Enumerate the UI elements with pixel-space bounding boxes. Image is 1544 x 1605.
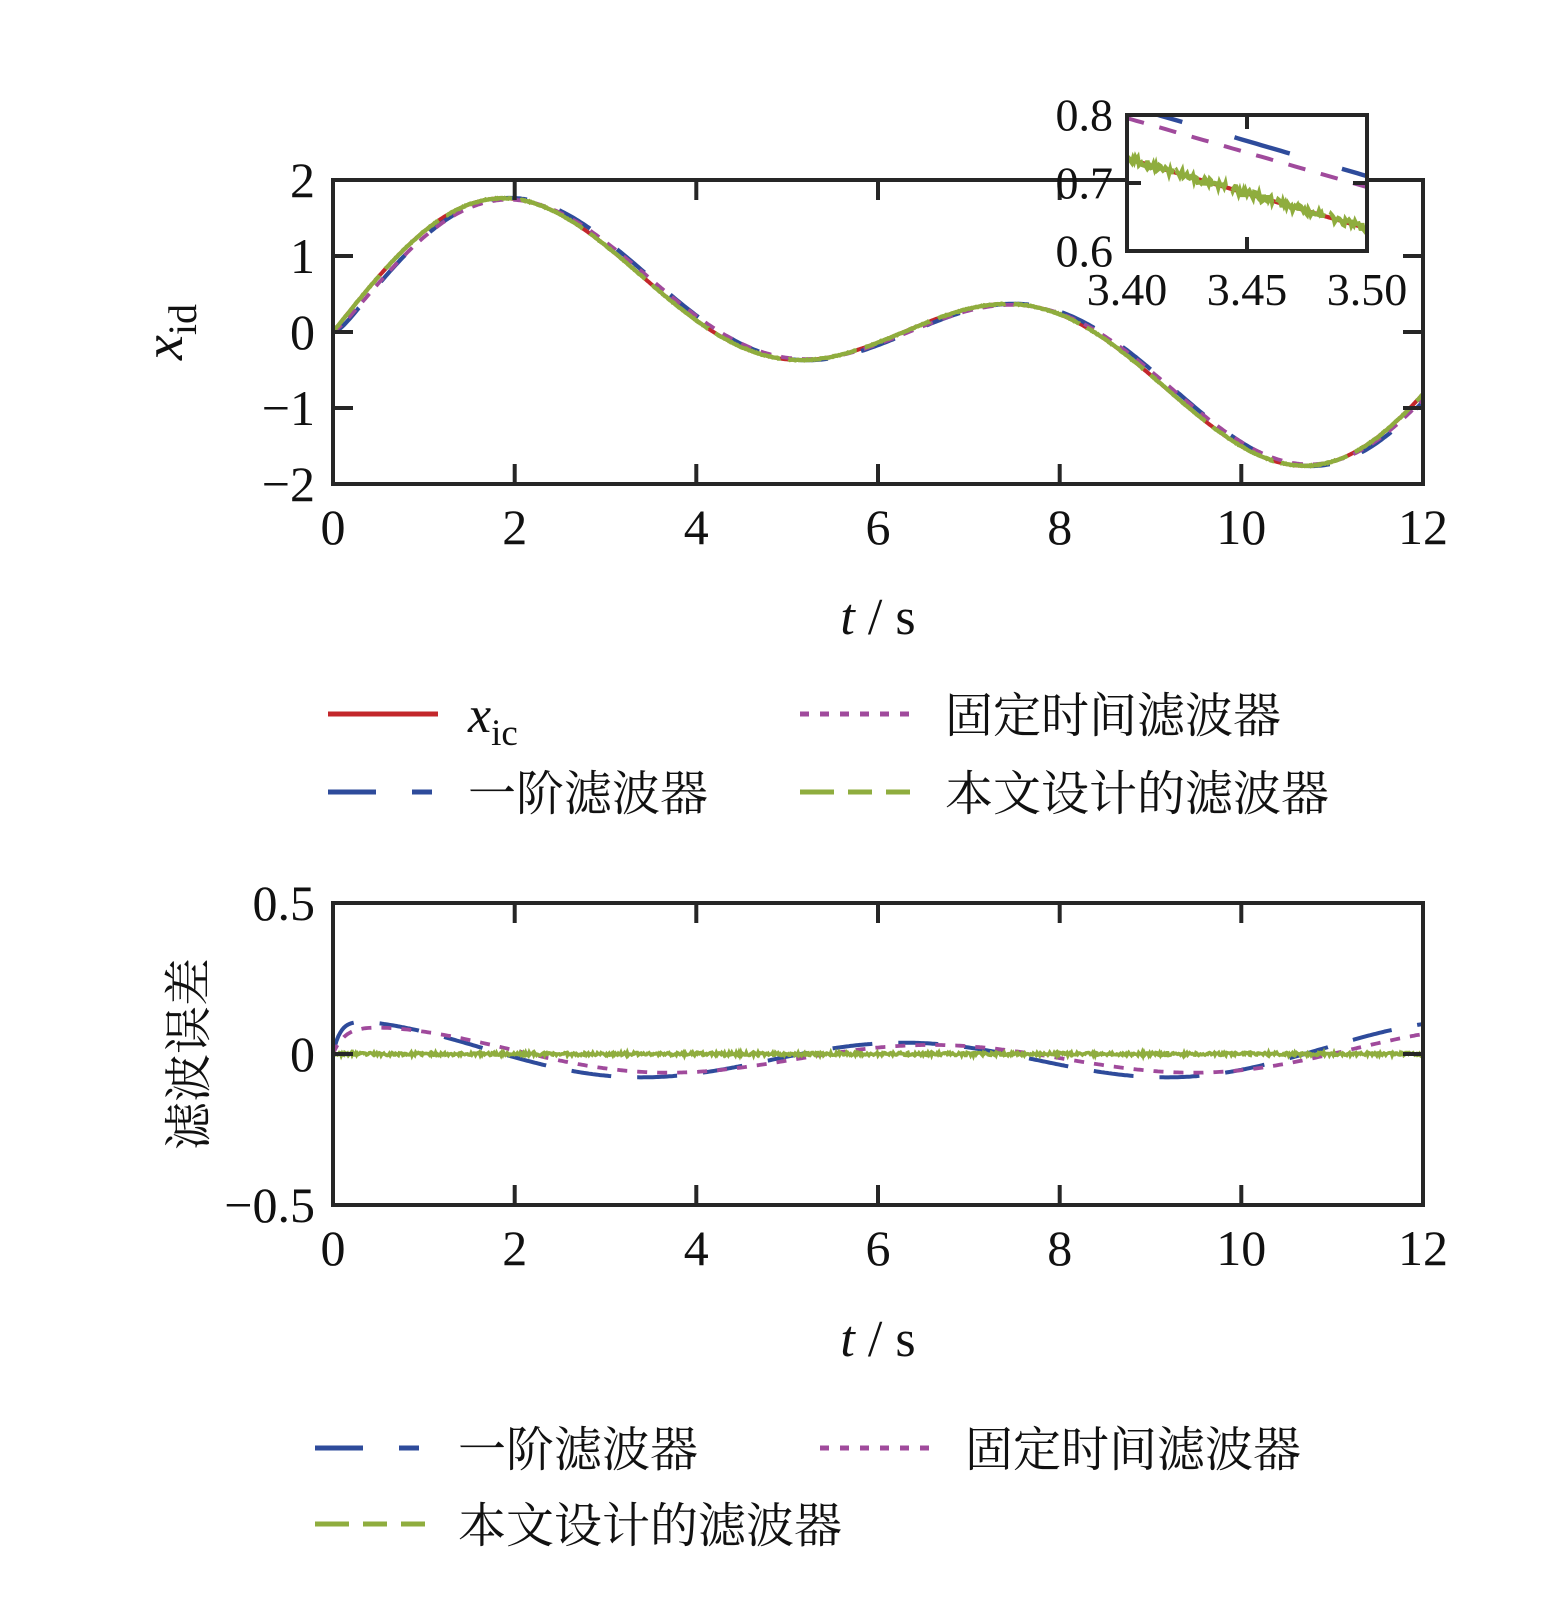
- inset-background: [1127, 115, 1367, 251]
- bottom-ytick-label: 0.5: [252, 875, 315, 931]
- inset-ytick-label: 0.7: [1055, 157, 1113, 209]
- bottom-xtick-label: 6: [865, 1220, 891, 1276]
- legend-label-proposed-filter: 本文设计的滤波器: [945, 768, 1330, 821]
- inset-xtick-label: 3.40: [1086, 264, 1168, 315]
- legend-top: [328, 687, 1329, 821]
- inset-xtick-label: 3.45: [1206, 264, 1288, 315]
- top-xlabel: t / s: [840, 589, 916, 646]
- bottom-xtick-label: 0: [320, 1220, 346, 1276]
- legend-item-first-order-filter: [328, 768, 708, 821]
- top-xtick-label: 4: [683, 499, 709, 555]
- legend-item-x-ic: [328, 687, 518, 754]
- top-ytick-label: 0: [290, 304, 315, 360]
- inset-ytick-label: 0.6: [1055, 225, 1113, 277]
- top-xtick-label: 2: [502, 499, 528, 555]
- top-ytick-label: 2: [290, 152, 315, 208]
- bottom-ytick-label: 0: [290, 1026, 315, 1082]
- top-xtick-label: 0: [320, 499, 346, 555]
- bottom-xtick-label: 10: [1216, 1220, 1267, 1276]
- bottom-ytick-label: −0.5: [224, 1177, 315, 1233]
- top-ytick-label: −2: [261, 456, 315, 512]
- bottom-xtick-label: 2: [502, 1220, 528, 1276]
- legend-label-first-order-filter: 一阶滤波器: [468, 768, 709, 821]
- top-ylabel: $x_{id}$: [133, 304, 205, 360]
- top-xtick-label: 10: [1216, 499, 1267, 555]
- bottom-xtick-label: 8: [1047, 1220, 1073, 1276]
- top-xtick-label: 12: [1398, 499, 1448, 555]
- bottom-xtick-label: 4: [683, 1220, 709, 1276]
- top-xtick-label: 6: [865, 499, 891, 555]
- bottom-plot: [163, 875, 1448, 1368]
- bottom-xtick-label: 12: [1398, 1220, 1448, 1276]
- legend-label-fixed-time-filter: 固定时间滤波器: [945, 690, 1282, 743]
- bottom-ylabel: 滤波误差: [163, 957, 216, 1151]
- legend-label-first-order-filter: 一阶滤波器: [458, 1424, 699, 1477]
- legend-item-first-order-filter: [315, 1424, 698, 1477]
- bottom-xlabel: t / s: [840, 1311, 916, 1368]
- top-xtick-label: 8: [1047, 499, 1073, 555]
- curve-proposed: [333, 1053, 1423, 1056]
- inset-plot: [1056, 90, 1408, 315]
- top-ytick-label: −1: [261, 380, 315, 436]
- bottom-curves: [333, 1022, 1423, 1078]
- legend-item-proposed-filter: [315, 1500, 842, 1553]
- inset-ytick-label: 0.8: [1055, 89, 1113, 141]
- legend-item-fixed-time-filter: [800, 690, 1281, 743]
- inset-xtick-label: 3.50: [1326, 264, 1408, 315]
- legend-bottom: [315, 1424, 1301, 1553]
- legend-item-fixed-time-filter: [820, 1424, 1301, 1477]
- legend-label-proposed-filter: 本文设计的滤波器: [458, 1500, 843, 1553]
- legend-item-proposed-filter: [800, 768, 1329, 821]
- legend-label-fixed-time-filter: 固定时间滤波器: [965, 1424, 1302, 1477]
- bottom-tick-labels: [224, 875, 1448, 1276]
- legend-label-x-ic: $x_{ic}$: [468, 687, 518, 754]
- top-ytick-label: 1: [290, 228, 315, 284]
